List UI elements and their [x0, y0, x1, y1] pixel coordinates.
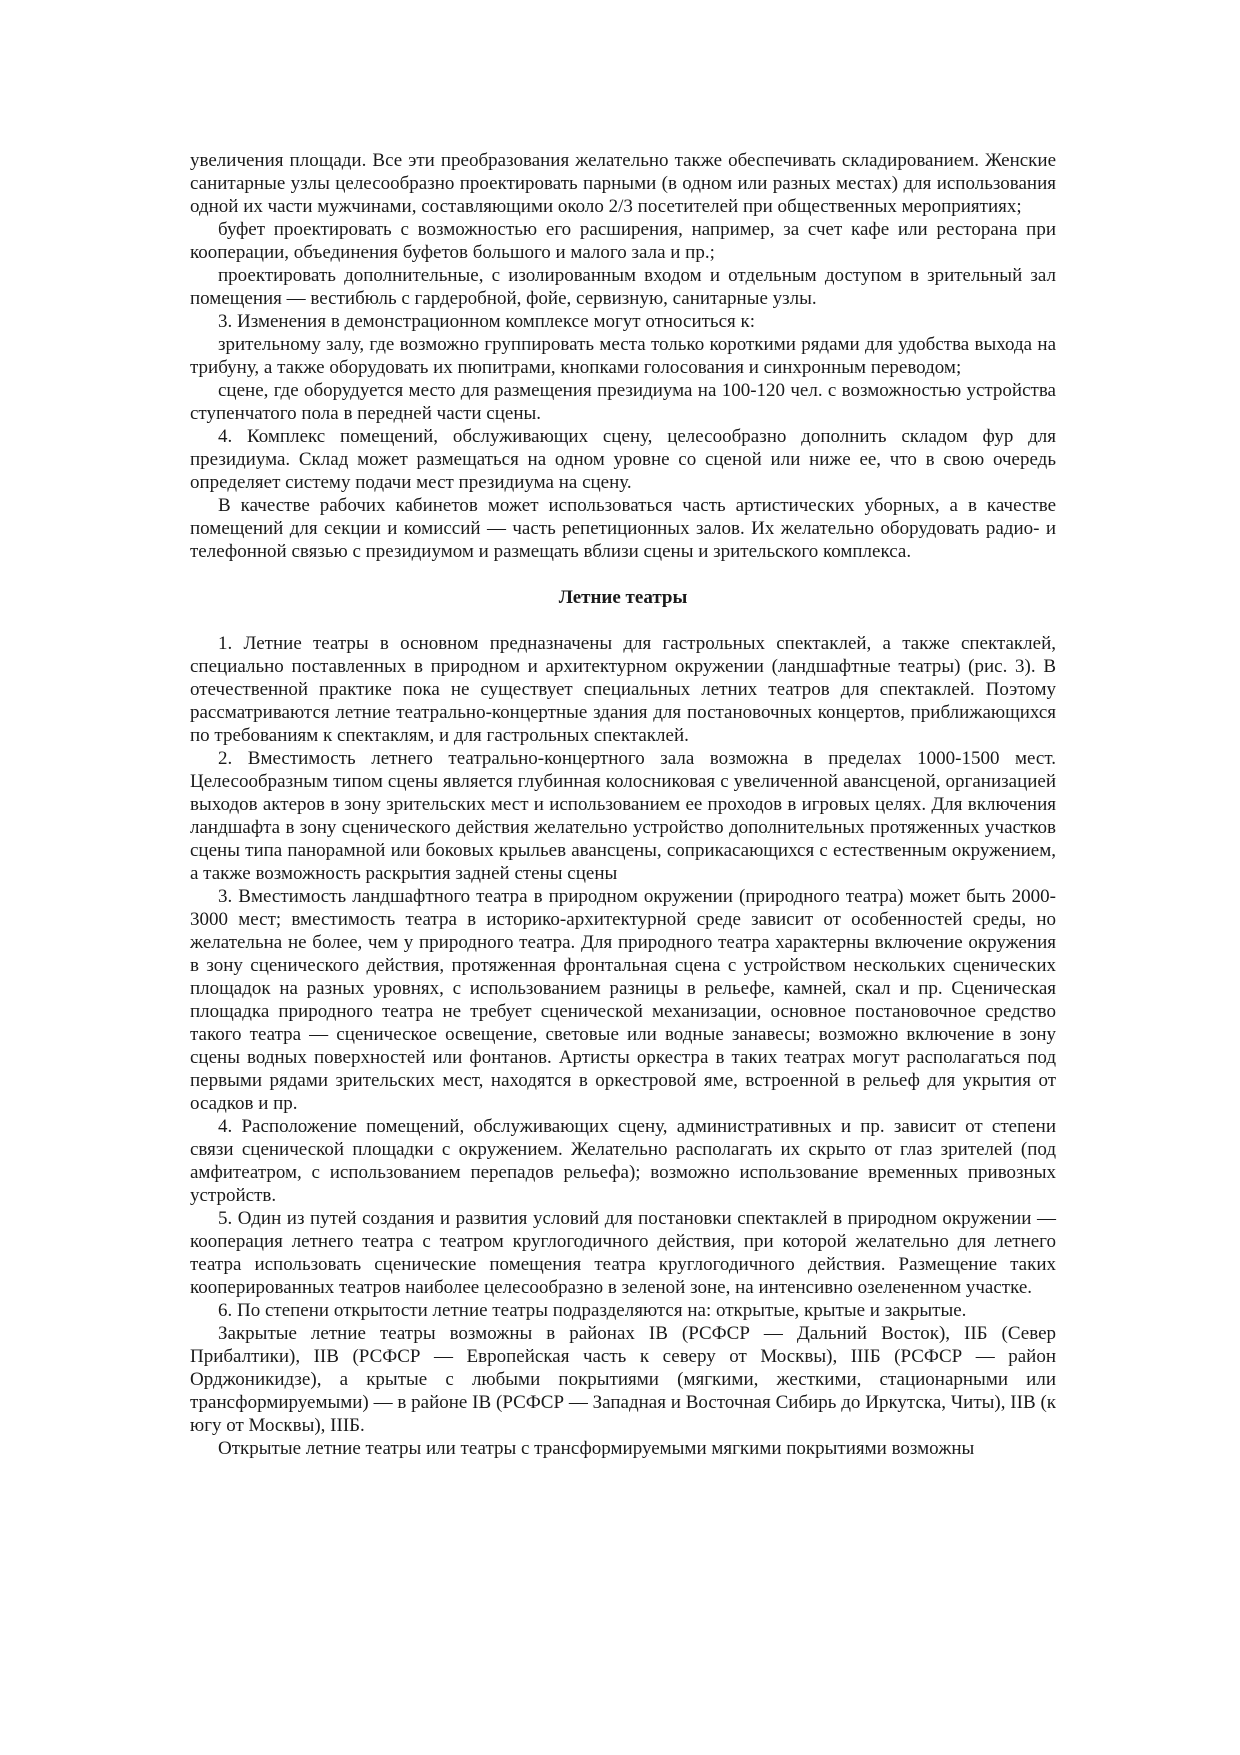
paragraph: 5. Один из путей создания и развития условий для постановки спектаклей в природном окружении — кооперация летнего театра с театром круглогодичного действия, при которой желательно для летнего театра использовать сценические помещения театра круглогодичного действия. Размещение таких кооперированных театров наиболее целесообразно в зеленой зоне, на интенсивно озелененном участке. [190, 1208, 1056, 1298]
paragraph: 3. Изменения в демонстрационном комплексе могут относиться к: [218, 311, 756, 332]
paragraph: 2. Вместимость летнего театрально-концертного зала возможна в пределах 1000-1500 мест. Целесообразным типом сцены является глубинная колосниковая с увеличенной авансценой, организацией выходов актеров в зону зрительских мест и использованием ее проходов в игровых целях. Для включения ландшафта в зону сценического действия желательно устройство дополнительных протяженных участков сцены типа панорамной или боковых крыльев авансцены, соприкасающихся с естественным окружением, а также возможность раскрытия задней стены сцены [190, 748, 1056, 884]
section-title: Летние театры [558, 587, 688, 608]
document-page [190, 149, 1056, 1460]
paragraph: 4. Расположение помещений, обслуживающих сцену, административных и пр. зависит от степени связи сценической площадки с окружением. Желательно располагать их скрыто от глаз зрителей (под амфитеатром, с использованием перепадов рельефа); возможно использование временных привозных устройств. [190, 1116, 1056, 1206]
paragraph: 3. Вместимость ландшафтного театра в природном окружении (природного театра) может быть 2000-3000 мест; вместимость театра в историко-архитектурной среде зависит от особенностей среды, но желательна не более, чем у природного театра. Для природного театра характерны включение окружения в зону сценического действия, протяженная фронтальная сцена с устройством нескольких сценических площадок на разных уровнях, с использованием разницы в рельефе, камней, скал и пр. Сценическая площадка природного театра не требует сценической механизации, основное постановочное средство такого театра — сценическое освещение, световые или водные занавесы; возможно включение в зону сцены водных поверхностей или фонтанов. Артисты оркестра в таких театрах могут располагаться под первыми рядами зрительских мест, находятся в оркестровой яме, встроенной в рельеф для укрытия от осадков и пр. [190, 886, 1056, 1114]
paragraph: Открытые летние театры или театры с трансформируемыми мягкими покрытиями возможны [218, 1438, 975, 1459]
paragraph: 1. Летние театры в основном предназначены для гастрольных спектаклей, а также спектаклей, специально поставленных в природном и архитектурном окружении (ландшафтные театры) (рис. 3). В отечественной практике пока не существует специальных летних театров для спектаклей. Поэтому рассматриваются летние театрально-концертные здания для постановочных концертов, приближающихся по требованиям к спектаклям, и для гастрольных спектаклей. [190, 633, 1056, 746]
paragraph: зрительному залу, где возможно группировать места только короткими рядами для удобства выхода на трибуну, а также оборудовать их пюпитрами, кнопками голосования и синхронным переводом; [190, 334, 1056, 378]
paragraph: Закрытые летние театры возможны в районах IB (РСФСР — Дальний Восток), IIБ (Север Прибалтики), IIB (РСФСР — Европейская часть к северу от Москвы), IIIБ (РСФСР — район Орджоникидзе), а крытые с любыми покрытиями (мягкими, жесткими, стационарными или трансформируемыми) — в районе IB (РСФСР — Западная и Восточная Сибирь до Иркутска, Читы), IIB (к югу от Москвы), IIIБ. [190, 1323, 1056, 1436]
paragraph: проектировать дополнительные, с изолированным входом и отдельным доступом в зрительный зал помещения — вестибюль с гардеробной, фойе, сервизную, санитарные узлы. [190, 265, 1056, 309]
paragraph: В качестве рабочих кабинетов может использоваться часть артистических уборных, а в качестве помещений для секции и комиссий — часть репетиционных залов. Их желательно оборудовать радио- и телефонной связью с президиумом и размещать вблизи сцены и зрительского комплекса. [190, 495, 1056, 562]
paragraph: сцене, где оборудуется место для размещения президиума на 100-120 чел. с возможностью устройства ступенчатого пола в передней части сцены. [190, 380, 1056, 424]
paragraph: буфет проектировать с возможностью его расширения, например, за счет кафе или ресторана при кооперации, объединения буфетов большого и малого зала и пр.; [190, 219, 1056, 263]
paragraph: увеличения площади. Все эти преобразования желательно также обеспечивать складированием. Женские санитарные узлы целесообразно проектировать парными (в одном или разных местах) для использования одной их части мужчинами, составляющими около 2/3 посетителей при общественных мероприятиях; [190, 150, 1056, 217]
paragraph: 6. По степени открытости летние театры подразделяются на: открытые, крытые и закрытые. [218, 1300, 967, 1321]
paragraph: 4. Комплекс помещений, обслуживающих сцену, целесообразно дополнить складом фур для президиума. Склад может размещаться на одном уровне со сценой или ниже ее, что в свою очередь определяет систему подачи мест президиума на сцену. [190, 426, 1056, 493]
